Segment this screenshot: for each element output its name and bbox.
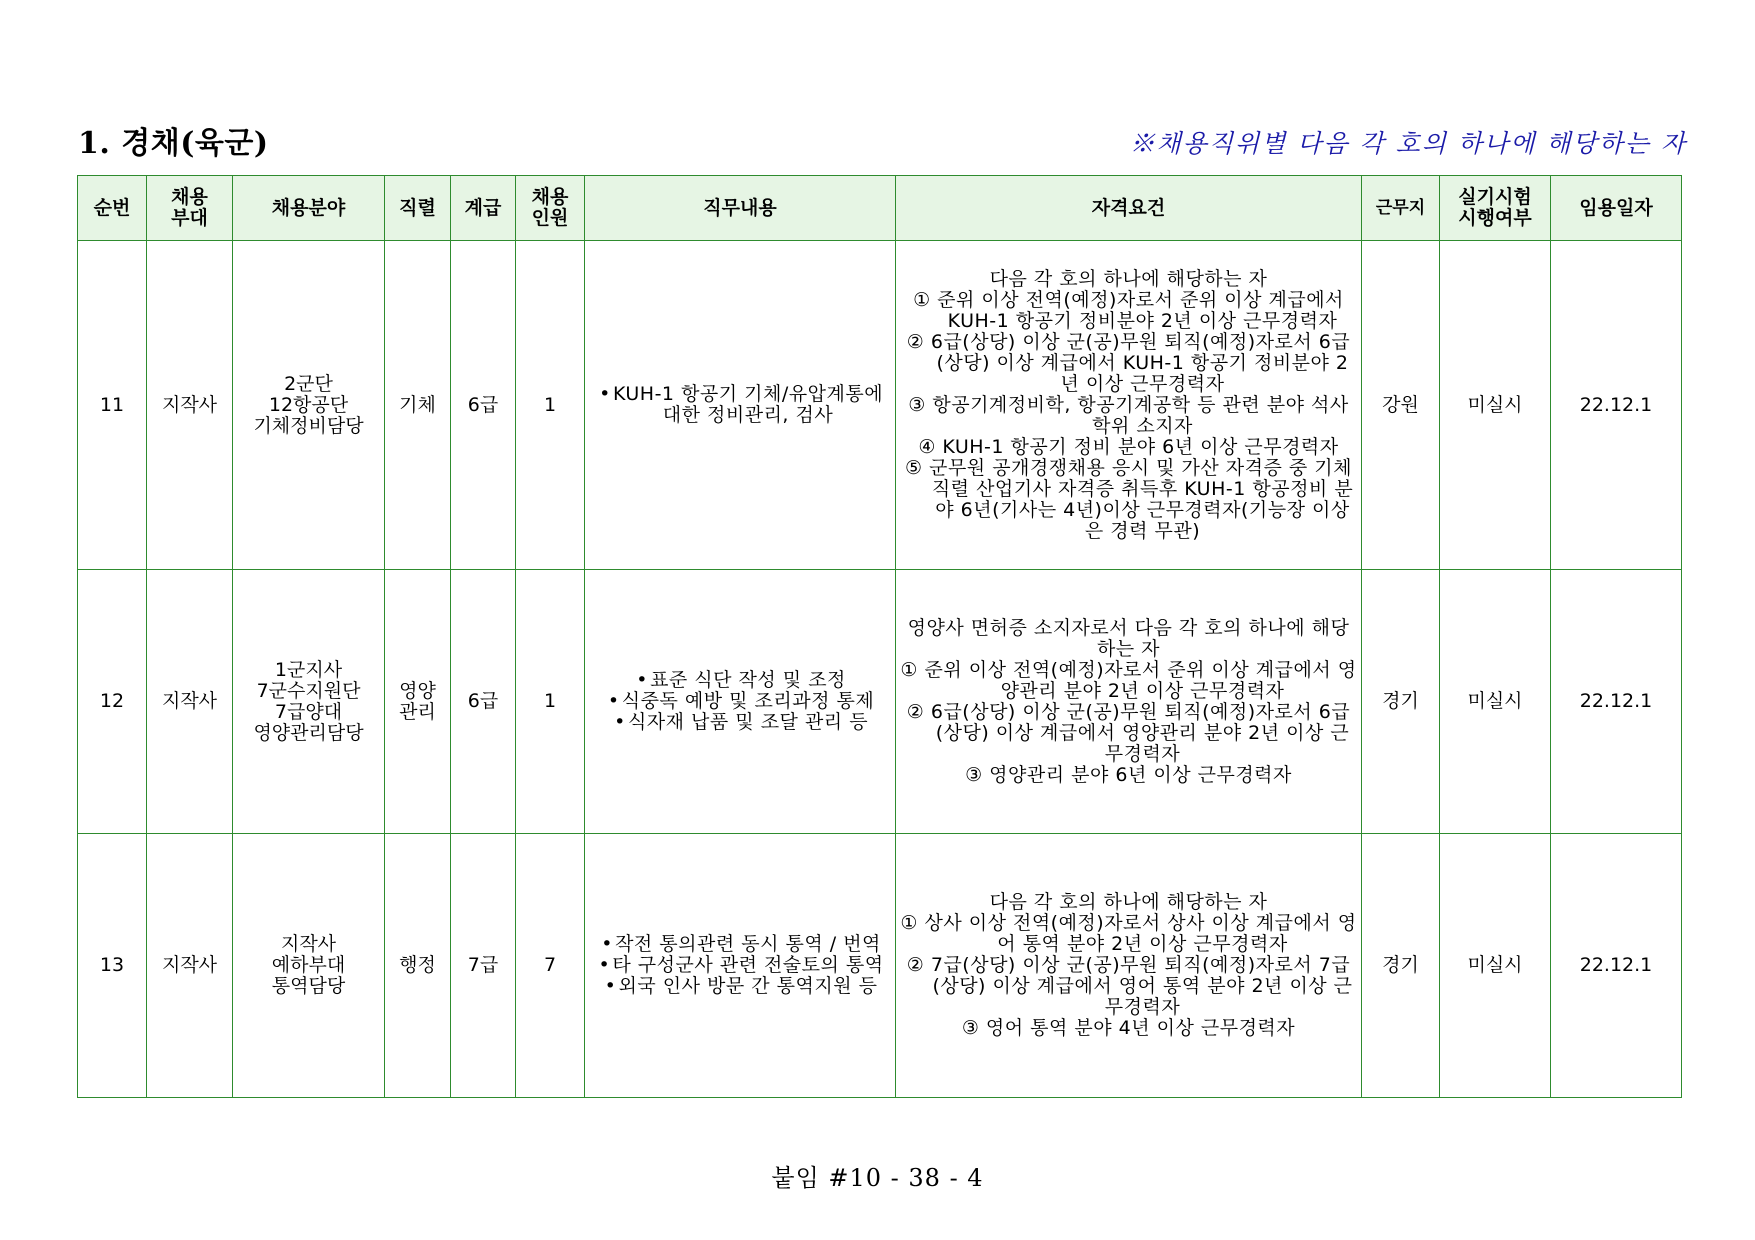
row-duty xyxy=(585,241,896,570)
duty-item-text: KUH-1 항공기 기체/유압계통에 대한 정비관리, 검사 xyxy=(612,383,884,426)
row-no: 13 xyxy=(78,834,147,1098)
row-practical-test: 미실시 xyxy=(1440,241,1551,570)
qualification-item: ② 6급(상당) 이상 군(공)무원 퇴직(예정)자로서 6급(상당) 이상 계급에서 영양관리 분야 2년 이상 근무경력자 xyxy=(906,700,1351,765)
row-unit: 지작사 xyxy=(147,241,233,570)
qualification-list xyxy=(900,290,1357,542)
duty-item xyxy=(589,670,891,691)
bullet-icon: • xyxy=(598,954,611,976)
header-date: 임용일자 xyxy=(1551,176,1682,241)
qualification-item: ⑤ 군무원 공개경쟁채용 응시 및 가산 자격증 중 기체 직렬 산업기사 자격증 취득후 KUH-1 항공정비 분야 6년(기사는 4년)이상 근무경력자(기능장 이상은 경력 무관) xyxy=(905,456,1354,542)
duty-item xyxy=(589,712,891,733)
row-practical-test: 미실시 xyxy=(1440,570,1551,834)
header-series: 직렬 xyxy=(385,176,451,241)
row-qualification xyxy=(896,241,1362,570)
row-count: 7 xyxy=(516,834,585,1098)
qualification-item: ① 준위 이상 전역(예정)자로서 준위 이상 계급에서 KUH-1 항공기 정비분야 2년 이상 근무경력자 xyxy=(913,288,1344,332)
duty-item xyxy=(589,691,891,712)
bullet-icon: • xyxy=(614,711,626,733)
row-series: 행정 xyxy=(385,834,451,1098)
row-field: 지작사 예하부대 통역담당 xyxy=(233,834,385,1098)
duty-list xyxy=(589,670,891,733)
header-duty: 직무내용 xyxy=(585,176,896,241)
bullet-icon: • xyxy=(601,933,613,955)
qualification-item: ③ 영양관리 분야 6년 이상 근무경력자 xyxy=(965,763,1292,786)
row-duty xyxy=(585,834,896,1098)
header-unit: 채용 부대 xyxy=(147,176,233,241)
duty-item-text: 외국 인사 방문 간 통역지원 등 xyxy=(618,975,878,997)
row-series: 기체 xyxy=(385,241,451,570)
row-count: 1 xyxy=(516,241,585,570)
qualification-list xyxy=(900,913,1357,1039)
row-date: 22.12.1 xyxy=(1551,570,1682,834)
duty-item-text: 식중독 예방 및 조리과정 통제 xyxy=(621,690,875,712)
row-grade: 7급 xyxy=(451,834,516,1098)
row-grade: 6급 xyxy=(451,570,516,834)
qualification-item: ① 준위 이상 전역(예정)자로서 준위 이상 계급에서 영양관리 분야 2년 이상 근무경력자 xyxy=(900,658,1357,702)
duty-item-text: 작전 통의관련 동시 통역 / 번역 xyxy=(615,933,881,955)
row-field: 1군지사 7군수지원단 7급양대 영양관리담당 xyxy=(233,570,385,834)
row-series: 영양 관리 xyxy=(385,570,451,834)
recruitment-table xyxy=(77,175,1682,1098)
header-qualification: 자격요건 xyxy=(896,176,1362,241)
header-grade: 계급 xyxy=(451,176,516,241)
section-note: ※채용직위별 다음 각 호의 하나에 해당하는 자 xyxy=(1129,129,1687,158)
bullet-icon: • xyxy=(607,690,620,712)
qualification-list xyxy=(900,660,1357,786)
row-count: 1 xyxy=(516,570,585,834)
table-row xyxy=(78,570,1682,834)
duty-item-text: 타 구성군사 관련 전술토의 통역 xyxy=(612,954,884,976)
qualification-item: ④ KUH-1 항공기 정비 분야 6년 이상 근무경력자 xyxy=(918,435,1339,458)
header-field: 채용분야 xyxy=(233,176,385,241)
row-location: 경기 xyxy=(1362,570,1440,834)
duty-item xyxy=(589,934,891,955)
table-header-row xyxy=(78,176,1682,241)
duty-list xyxy=(589,384,891,426)
page-footer: 붙임 #10 - 38 - 4 xyxy=(771,1164,984,1192)
qualification-item: ③ 영어 통역 분야 4년 이상 근무경력자 xyxy=(961,1017,1296,1039)
qualification-item: ③ 항공기계정비학, 항공기계공학 등 관련 분야 석사학위 소지자 xyxy=(908,393,1349,437)
duty-item-text: 식자재 납품 및 조달 관리 등 xyxy=(627,711,869,733)
header-no: 순번 xyxy=(78,176,147,241)
duty-list xyxy=(589,934,891,997)
row-no: 12 xyxy=(78,570,147,834)
qualification-item: ② 6급(상당) 이상 군(공)무원 퇴직(예정)자로서 6급(상당) 이상 계급에서 KUH-1 항공기 정비분야 2년 이상 근무경력자 xyxy=(906,330,1351,395)
section-heading: 1. 경채(육군) xyxy=(78,126,269,161)
row-date: 22.12.1 xyxy=(1551,834,1682,1098)
table-row xyxy=(78,241,1682,570)
row-unit: 지작사 xyxy=(147,570,233,834)
row-qualification xyxy=(896,570,1362,834)
qualification-intro: 영양사 면허증 소지자로서 다음 각 호의 하나에 해당하는 자 xyxy=(907,616,1350,660)
row-date: 22.12.1 xyxy=(1551,241,1682,570)
qualification-intro: 다음 각 호의 하나에 해당하는 자 xyxy=(989,267,1268,290)
row-location: 강원 xyxy=(1362,241,1440,570)
duty-item xyxy=(589,384,891,426)
qualification-item: ① 상사 이상 전역(예정)자로서 상사 이상 계급에서 영어 통역 분야 2년 이상 근무경력자 xyxy=(900,912,1357,955)
row-location: 경기 xyxy=(1362,834,1440,1098)
table-row xyxy=(78,834,1682,1098)
qualification-intro: 다음 각 호의 하나에 해당하는 자 xyxy=(989,891,1268,913)
row-grade: 6급 xyxy=(451,241,516,570)
bullet-icon: • xyxy=(599,383,611,405)
row-unit: 지작사 xyxy=(147,834,233,1098)
row-field: 2군단 12항공단 기체정비담당 xyxy=(233,241,385,570)
duty-item xyxy=(589,955,891,976)
row-qualification xyxy=(896,834,1362,1098)
header-practical-test: 실기시험 시행여부 xyxy=(1440,176,1551,241)
duty-item xyxy=(589,976,891,997)
bullet-icon: • xyxy=(636,669,648,691)
bullet-icon: • xyxy=(604,975,617,997)
row-duty xyxy=(585,570,896,834)
row-practical-test: 미실시 xyxy=(1440,834,1551,1098)
row-no: 11 xyxy=(78,241,147,570)
duty-item-text: 표준 식단 작성 및 조정 xyxy=(650,669,846,691)
qualification-item: ② 7급(상당) 이상 군(공)무원 퇴직(예정)자로서 7급(상당) 이상 계급에서 영어 통역 분야 2년 이상 근무경력자 xyxy=(906,954,1353,1018)
header-count: 채용 인원 xyxy=(516,176,585,241)
header-location: 근무지 xyxy=(1362,176,1440,241)
